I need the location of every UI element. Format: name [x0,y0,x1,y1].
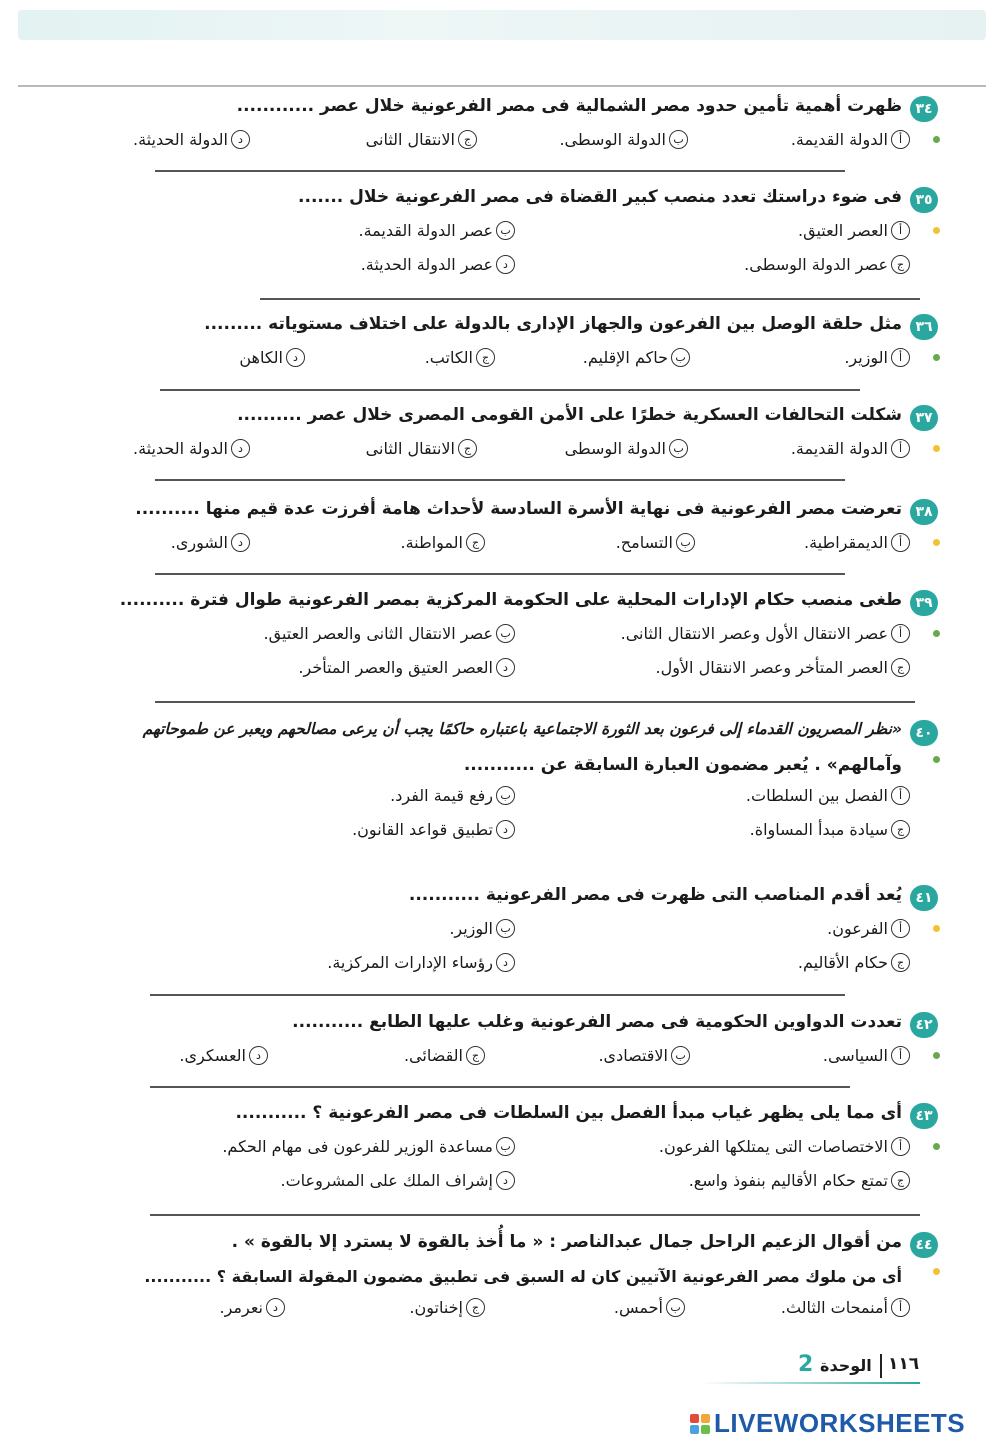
option-text: رفع قيمة الفرد. [390,786,493,805]
question-43 [60,1099,940,1201]
question-text: شكلت التحالفات العسكرية خطرًا على الأمن القومى المصرى خلال عصر .......... [237,405,902,425]
letter-icon: أ [891,786,910,805]
option-d[interactable] [239,348,305,367]
option-text: الاختصاصات التى يمتلكها الفرعون. [658,1137,888,1156]
option-c[interactable] [409,1298,485,1317]
question-subtext: أى من ملوك مصر الفرعونية الآتيين كان له السبق فى تطبيق مضمون المقولة السابقة ؟ ........... [144,1267,902,1286]
question-number: ٣٨ [910,499,938,525]
separator [155,170,845,172]
question-quote: «نظر المصريون القدماء إلى فرعون بعد الثورة الاجتماعية باعتباره حاكمًا يجب أن يرعى مصالحهم ويعبر عن طموحاتهم [142,720,902,738]
letter-icon: أ [891,1298,910,1317]
header-band [18,10,986,40]
option-text: عصر الدولة القديمة. [358,221,493,240]
letter-icon: د [496,820,515,839]
letter-icon: ب [496,221,515,240]
option-text: أمنمحات الثالث. [780,1298,888,1317]
bullet-icon [933,1268,940,1275]
option-d[interactable] [133,439,250,458]
letter-icon: ج [891,255,910,274]
option-b[interactable] [390,786,515,805]
separator [160,389,860,391]
bullet-icon [933,630,940,637]
option-text: حاكم الإقليم. [582,348,668,367]
option-a[interactable] [746,786,910,805]
letter-icon: أ [891,919,910,938]
letter-icon: ج [891,820,910,839]
option-text: القضائى. [403,1046,463,1065]
option-text: مساعدة الوزير للفرعون فى مهام الحكم. [222,1137,493,1156]
footer-divider [880,1354,882,1378]
option-b[interactable] [359,221,516,240]
letter-icon: ج [466,1046,485,1065]
option-b[interactable] [583,348,690,367]
option-text: الدولة القديمة. [790,439,888,458]
separator [260,298,920,300]
question-number: ٣٤ [910,96,938,122]
letter-icon: أ [891,439,910,458]
letter-icon: ج [458,130,477,149]
question-text: وآمالهم» . يُعبر مضمون العبارة السابقة عن ........... [463,755,902,775]
option-text: الوزير. [844,348,888,367]
question-text: يُعد أقدم المناصب التى ظهرت فى مصر الفرعونية ........... [408,885,902,905]
separator [155,479,845,481]
letter-icon: ج [891,1171,910,1190]
option-d[interactable] [361,255,515,274]
option-c[interactable] [750,820,910,839]
letter-icon: د [266,1298,285,1317]
header-rule [18,85,986,87]
letter-icon: د [249,1046,268,1065]
separator [150,994,845,996]
letter-icon: د [496,953,515,972]
option-text: الدولة الحديثة. [133,439,228,458]
option-text: العصر المتأخر وعصر الانتقال الأول. [655,658,888,677]
option-text: الفصل بين السلطات. [745,786,888,805]
option-b[interactable] [222,1137,515,1156]
question-number: ٤٤ [910,1232,938,1258]
option-text: حكام الأقاليم. [797,953,888,972]
option-text: الانتقال الثانى [365,130,455,149]
option-b[interactable] [264,624,515,643]
option-c[interactable] [655,658,910,677]
option-a[interactable] [804,533,910,552]
option-text: عصر الانتقال الثانى والعصر العتيق. [263,624,493,643]
liveworksheets-logo [690,1408,965,1439]
question-number: ٣٥ [910,187,938,213]
question-41 [60,881,940,983]
separator [150,1214,920,1216]
option-text: الدولة الوسطى [564,439,666,458]
bullet-icon [933,136,940,143]
option-a[interactable] [781,1298,910,1317]
option-text: عصر الانتقال الأول وعصر الانتقال الثانى. [620,624,888,643]
letter-icon: ب [666,1298,685,1317]
option-text: الشورى. [170,533,228,552]
option-c[interactable] [744,255,910,274]
question-text: طغى منصب حكام الإدارات المحلية على الحكومة المركزية بمصر الفرعونية طوال فترة .......... [119,590,902,610]
option-text: الكاهن [239,348,283,367]
option-b[interactable] [565,439,688,458]
bullet-icon [933,1143,940,1150]
option-a[interactable] [791,439,910,458]
option-text: المواطنة. [400,533,463,552]
option-text: الدولة الحديثة. [133,130,228,149]
option-c[interactable] [366,439,477,458]
letter-icon: د [496,658,515,677]
option-text: العصر العتيق. [798,221,888,240]
question-number: ٤٠ [910,720,938,746]
letter-icon: ج [476,348,495,367]
option-text: عصر الدولة الوسطى. [744,255,888,274]
bullet-icon [933,227,940,234]
letter-icon: د [496,255,515,274]
question-34 [60,92,940,160]
option-text: الدولة الوسطى. [559,130,666,149]
option-text: الوزير. [449,919,493,938]
option-d[interactable] [281,1171,515,1190]
option-d[interactable] [327,953,515,972]
option-c[interactable] [425,348,495,367]
bullet-icon [933,445,940,452]
letter-icon: أ [891,348,910,367]
unit-number: 2 [798,1352,814,1377]
option-text: الانتقال الثانى [365,439,455,458]
option-text: عصر الدولة الحديثة. [360,255,493,274]
brand-name: LIVEWORKSHEETS [714,1408,966,1438]
letter-icon: ج [466,1298,485,1317]
letter-icon: ب [669,439,688,458]
letter-icon: ب [496,786,515,805]
question-37 [60,401,940,469]
option-a[interactable] [621,624,910,643]
separator [155,701,915,703]
option-c[interactable] [404,1046,485,1065]
bullet-icon [933,354,940,361]
letter-icon: ب [496,624,515,643]
question-text: أى مما يلى يظهر غياب مبدأ الفصل بين السلطات فى مصر الفرعونية ؟ ........... [235,1103,902,1123]
option-text: الاقتصادى. [598,1046,668,1065]
option-text: العسكرى. [179,1046,246,1065]
option-d[interactable] [352,820,515,839]
unit-label: الوحدة [820,1356,872,1375]
option-c[interactable] [366,130,477,149]
option-text: سيادة مبدأ المساواة. [749,820,888,839]
question-text: مثل حلقة الوصل بين الفرعون والجهاز الإدارى بالدولة على اختلاف مستوياته ......... [204,314,902,334]
letter-icon: د [231,533,250,552]
letter-icon: د [231,439,250,458]
question-40 [60,716,940,850]
letter-icon: ب [496,1137,515,1156]
question-36 [60,310,940,378]
option-text: الكاتب. [424,348,473,367]
letter-icon: أ [891,624,910,643]
option-a[interactable] [798,221,910,240]
option-text: الديمقراطية. [803,533,888,552]
letter-icon: ب [671,348,690,367]
letter-icon: ج [891,658,910,677]
option-text: التسامح. [615,533,673,552]
option-text: السياسى. [822,1046,888,1065]
option-c[interactable] [400,533,485,552]
option-text: إشراف الملك على المشروعات. [280,1171,493,1190]
separator [150,1086,850,1088]
question-text: من أقوال الزعيم الراحل جمال عبدالناصر : « ما أُخذ بالقوة لا يسترد إلا بالقوة » . [231,1232,902,1252]
separator [155,573,845,575]
letter-icon: ج [891,953,910,972]
bullet-icon [933,925,940,932]
question-text: تعرضت مصر الفرعونية فى نهاية الأسرة السادسة لأحداث هامة أفرزت عدة قيم منها .......... [135,499,902,519]
option-d[interactable] [298,658,515,677]
option-text: أحمس. [613,1298,663,1317]
letter-icon: ب [671,1046,690,1065]
question-number: ٣٧ [910,405,938,431]
letter-icon: أ [891,1137,910,1156]
letter-icon: أ [891,533,910,552]
option-a[interactable] [823,1046,910,1065]
letter-icon: ب [496,919,515,938]
question-38 [60,495,940,563]
letter-icon: ج [466,533,485,552]
footer-rule [700,1382,920,1384]
question-text: تعددت الدواوين الحكومية فى مصر الفرعونية وغلب عليها الطابع ........... [292,1012,902,1032]
option-a[interactable] [659,1137,910,1156]
option-a[interactable] [827,919,910,938]
question-text: ظهرت أهمية تأمين حدود مصر الشمالية فى مصر الفرعونية خلال عصر ............ [236,96,902,116]
letter-icon: د [286,348,305,367]
question-number: ٤٢ [910,1012,938,1038]
option-text: رؤساء الإدارات المركزية. [327,953,493,972]
option-b[interactable] [598,1046,690,1065]
option-text: الفرعون. [827,919,888,938]
letter-icon: ج [458,439,477,458]
question-text: فى ضوء دراستك تعدد منصب كبير القضاة فى مصر الفرعونية خلال ....... [298,187,902,207]
option-b[interactable] [614,1298,685,1317]
option-text: تمتع حكام الأقاليم بنفوذ واسع. [688,1171,888,1190]
option-a[interactable] [844,348,910,367]
question-number: ٣٩ [910,590,938,616]
bullet-icon [933,539,940,546]
option-text: العصر العتيق والعصر المتأخر. [298,658,493,677]
option-c[interactable] [689,1171,910,1190]
option-text: نعرمر. [219,1298,263,1317]
question-39 [60,586,940,688]
page-number: ١١٦ [888,1354,920,1374]
letter-icon: أ [891,130,910,149]
letter-icon: د [496,1171,515,1190]
question-number: ٤١ [910,885,938,911]
option-b[interactable] [449,919,515,938]
question-number: ٣٦ [910,314,938,340]
bullet-icon [933,756,940,763]
option-d[interactable] [133,130,250,149]
option-d[interactable] [171,533,250,552]
option-text: تطبيق قواعد القانون. [352,820,493,839]
letter-icon: أ [891,221,910,240]
option-text: إخناتون. [409,1298,463,1317]
question-42 [60,1008,940,1076]
option-b[interactable] [616,533,695,552]
question-number: ٤٣ [910,1103,938,1129]
question-35 [60,183,940,285]
option-d[interactable] [179,1046,268,1065]
option-a[interactable] [791,130,910,149]
question-44 [60,1228,940,1328]
option-b[interactable] [559,130,688,149]
letter-icon: د [231,130,250,149]
option-c[interactable] [798,953,910,972]
bullet-icon [933,1052,940,1059]
brand-icon [690,1414,710,1434]
letter-icon: ب [676,533,695,552]
letter-icon: أ [891,1046,910,1065]
option-text: الدولة القديمة. [790,130,888,149]
letter-icon: ب [669,130,688,149]
option-d[interactable] [220,1298,285,1317]
